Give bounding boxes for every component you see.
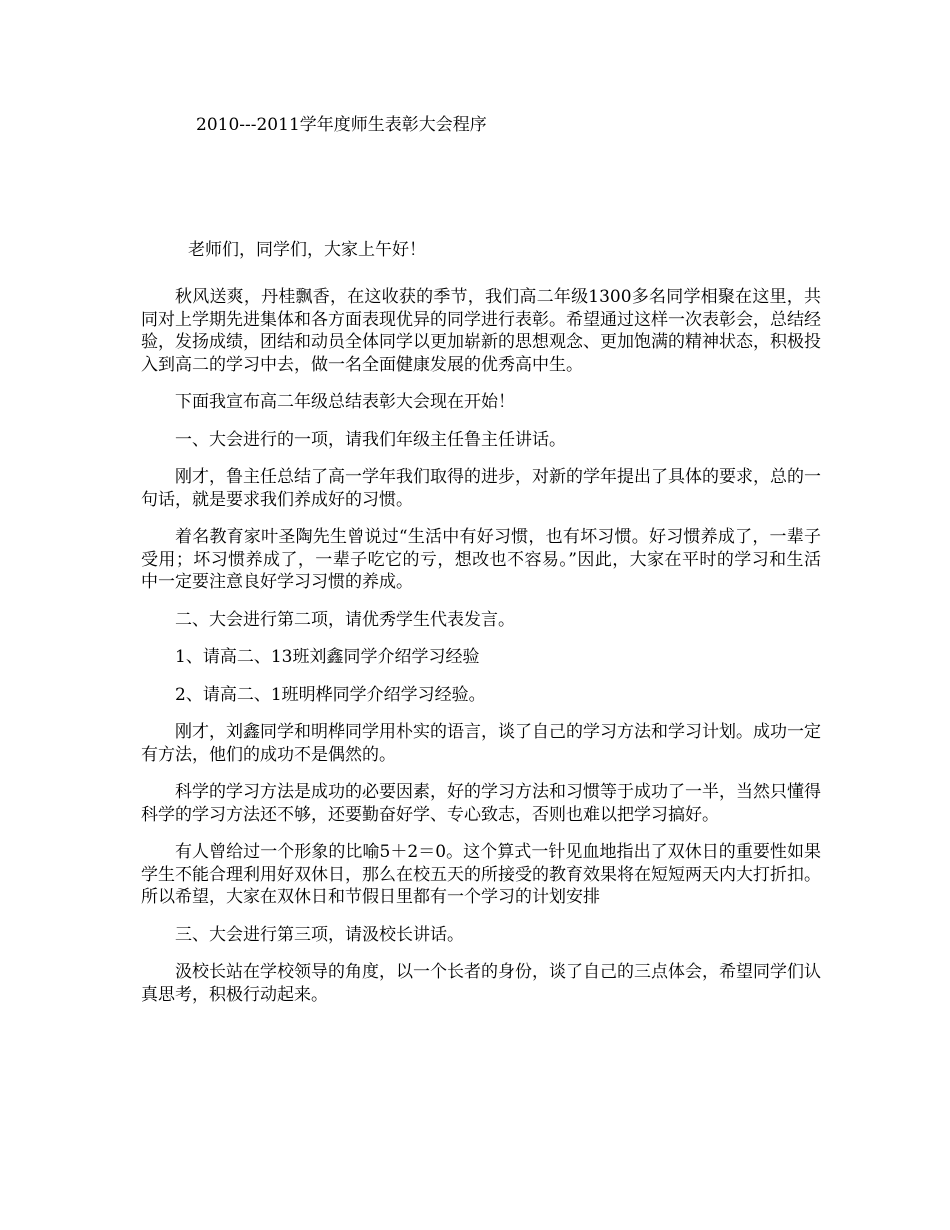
document-body xyxy=(141,286,821,1021)
paragraph-metaphor: 有人曾给过一个形象的比喻5＋2＝0。这个算式一针见血地指出了双休日的重要性如果学生不能合理利用好双休日，那么在校五天的所接受的教育效果将在短短两天内大打折扣。所以希望，大家在双休日和节假日里都有一个学习的计划安排 xyxy=(141,842,821,907)
greeting-line: 老师们，同学们，大家上午好！ xyxy=(188,240,426,260)
paragraph-students-summary: 刚才，刘鑫同学和明桦同学用朴实的语言，谈了自己的学习方法和学习计划。成功一定有方法，他们的成功不是偶然的。 xyxy=(141,722,821,765)
paragraph-item-one: 一、大会进行的一项，请我们年级主任鲁主任讲话。 xyxy=(175,429,566,450)
paragraph-speaker-two: 2、请高二、1班明桦同学介绍学习经验。 xyxy=(175,684,486,705)
paragraph-study-method: 科学的学习方法是成功的必要因素，好的学习方法和习惯等于成功了一半，当然只懂得科学的学习方法还不够，还要勤奋好学、专心致志，否则也难以把学习搞好。 xyxy=(141,782,821,825)
paragraph-opening: 秋风送爽，丹桂飘香，在这收获的季节，我们高二年级1300多名同学相聚在这里，共同对上学期先进集体和各方面表现优异的同学进行表彰。希望通过这样一次表彰会，总结经验，发扬成绩，团结和动员全体同学以更加崭新的思想观念、更加饱满的精神状态，积极投入到高二的学习中去，做一名全面健康发展的优秀高中生。 xyxy=(141,287,821,375)
paragraph-quote: 着名教育家叶圣陶先生曾说过“生活中有好习惯，也有坏习惯。好习惯养成了，一辈子受用；坏习惯养成了，一辈子吃它的亏，想改也不容易。”因此，大家在平时的学习和生活中一定要注意良好学习习惯的养成。 xyxy=(141,527,821,592)
paragraph-item-three: 三、大会进行第三项，请汲校长讲话。 xyxy=(175,924,464,945)
paragraph-director-summary: 刚才，鲁主任总结了高一学年我们取得的进步，对新的学年提出了具体的要求，总的一句话，就是要求我们养成好的习惯。 xyxy=(141,467,821,510)
paragraph-item-two: 二、大会进行第二项，请优秀学生代表发言。 xyxy=(175,609,515,630)
paragraph-principal-summary: 汲校长站在学校领导的角度，以一个长者的身份，谈了自己的三点体会，希望同学们认真思考，积极行动起来。 xyxy=(141,962,821,1005)
paragraph-speaker-one: 1、请高二、13班刘鑫同学介绍学习经验 xyxy=(175,647,480,667)
document-title: 2010---2011学年度师生表彰大会程序 xyxy=(196,115,487,135)
paragraph-announcement: 下面我宣布高二年级总结表彰大会现在开始！ xyxy=(175,392,515,412)
